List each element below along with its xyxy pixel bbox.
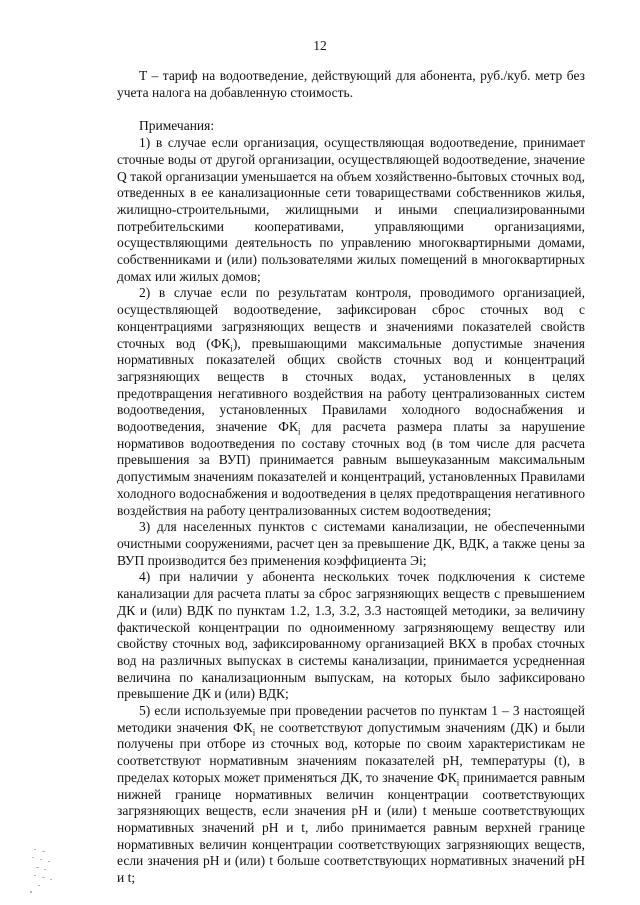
note-1: 1) в случае если организация, осуществляющая водоотведение, принимает сточные воды от другой организации, осуществляющей водоотведение, значение Q такой организации уменьшается на объем хозяйственно-бытовых сточных вод, отведенных в ее канализационные сети товариществами собственников жилья, жилищно-строительными, жилищными и иными специализированными потребительскими кооперативами, управляющими организациями, осуществляющими деятельность по управлению многоквартирными домами, собственниками и (или) пользователями жилых помещений в многоквартирных домах или жилых домов;: [117, 135, 585, 284]
note-2: 2) в случае если по результатам контроля, проводимого организацией, осуществляющей водоотведение, зафиксирован сброс сточных вод с концентрациями загрязняющих веществ и значениями показателей свойств сточных вод $(ФК_i)$, превышающими максимальные допустимые значения нормативных показателей общих свойств сточных вод и концентраций загрязняющих веществ в сточных водах, установленных в целях предотвращения негативного воздействия на работу централизованных систем водоотведения, установленных Правилами холодного водоснабжения и водоотведения, значение $ФК_i$ для расчета размера платы за нарушение нормативов водоотведения по составу сточных вод (в том числе для расчета превышения за ВУП) принимается равным вышеуказанным максимальным допустимым значениям показателей и концентраций, установленных Правилами холодного водоснабжения и водоотведения в целях предотвращения негативного воздействия на работу централизованных систем водоотведения;: [117, 285, 585, 518]
document-body: [117, 68, 585, 887]
notes-heading: Примечания:: [139, 118, 215, 134]
scan-artifact: [28, 845, 68, 895]
note-5: 5) если используемые при проведении расчетов по пунктам 1 – 3 настоящей методики значения $ФК_i$ не соответствуют допустимым значениям (ДК) и были получены при отборе из сточных вод, которые по своим характеристикам не соответствуют нормативным значениям показателей pH, температуры (t), в пределах которых может применяться ДК, то значение $ФК_i$ принимается равным нижней границе нормативных величин концентрации соответствующих загрязняющих веществ, если значения pH и (или) t меньше соответствующих нормативных значений pH и t, либо принимается равным верхней границе нормативных величин концентрации соответствующих загрязняющих веществ, если значения pH и (или) t больше соответствующих нормативных значений pH и t;: [117, 703, 585, 886]
page-number: 12: [313, 38, 327, 53]
note-3: 3) для населенных пунктов с системами канализации, не обеспеченными очистными сооружениями, расчет цен за превышение ДК, ВДК, а также цены за ВУП производится без применения коэффициента Эi;: [117, 519, 585, 568]
tariff-definition: T – тариф на водоотведение, действующий для абонента, руб./куб. метр без учета налога на добавленную стоимость.: [117, 68, 585, 100]
note-4: 4) при наличии у абонента нескольких точек подключения к системе канализации для расчета платы за сброс загрязняющих веществ с превышением ДК и (или) ВДК по пунктам 1.2, 1.3, 3.2, 3.3 настоящей методики, за величину фактической концентрации по одноименному загрязняющему веществу или свойству сточных вод, зафиксированному организацией ВКХ в пробах сточных вод на различных выпусках в системы канализации, принимается усредненная величина по канализационным выпускам, на которых было зафиксировано превышение ДК и (или) ВДК;: [117, 569, 585, 702]
